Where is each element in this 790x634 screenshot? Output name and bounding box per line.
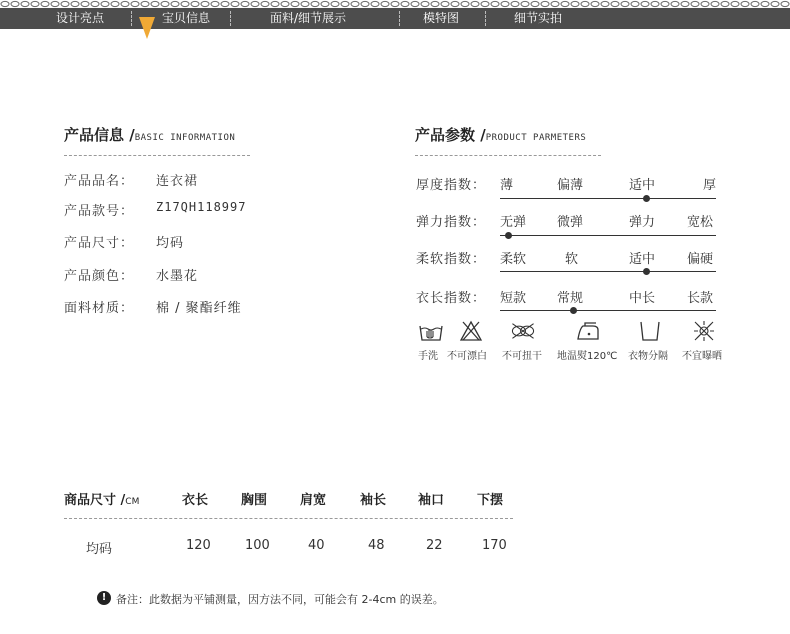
table-cell: 48: [368, 538, 385, 553]
size-col-header: 肩宽: [300, 493, 327, 508]
product-params-heading: 产品参数 /PRODUCT PARMETERS: [415, 126, 587, 144]
divider: [64, 518, 513, 519]
table-cell: 40: [308, 538, 325, 553]
size-col-header: 胸围: [241, 493, 268, 508]
param-option: 弹力: [629, 215, 656, 230]
param-option: 软: [565, 252, 579, 267]
param-scale-line: [500, 198, 716, 199]
divider: [64, 155, 250, 156]
nav-separator: [230, 11, 231, 26]
size-table-head-label: 商品尺寸 /CM: [64, 493, 140, 508]
care-label: 手洗: [418, 351, 438, 362]
no-sun-dry-icon: [691, 320, 717, 342]
no-wring-icon: [510, 320, 536, 342]
divider: [415, 155, 601, 156]
nav-tab-model-photos[interactable]: 模特图: [423, 11, 460, 25]
size-col-header: 下摆: [477, 493, 504, 508]
info-value-style-no: Z17QH118997: [156, 200, 247, 214]
info-value-size: 均码: [156, 236, 185, 251]
care-label: 衣物分隔: [628, 351, 668, 362]
param-selected-marker: [505, 232, 512, 239]
size-col-header: 袖口: [418, 493, 445, 508]
param-selected-marker: [643, 195, 650, 202]
param-selected-marker: [643, 268, 650, 275]
nav-decorative-border: [0, 0, 790, 8]
nav-separator: [399, 11, 400, 26]
product-params-subtitle: PRODUCT PARMETERS: [485, 133, 587, 143]
size-row-label: 均码: [86, 542, 113, 557]
nav-separator: [131, 11, 132, 26]
info-value-color: 水墨花: [156, 269, 199, 284]
param-label-length: 衣长指数：: [416, 291, 487, 306]
param-option: 厚: [703, 178, 717, 193]
table-cell: 100: [245, 538, 270, 553]
param-selected-marker: [570, 307, 577, 314]
care-label: 地温熨120℃: [557, 351, 618, 362]
info-label-color: 产品颜色：: [64, 269, 135, 284]
hand-wash-icon: [418, 320, 444, 342]
care-label: 不可扭干: [502, 351, 542, 362]
info-label-material: 面料材质：: [64, 301, 135, 316]
param-option: 柔软: [500, 252, 527, 267]
separate-wash-icon: [637, 320, 663, 342]
table-cell: 170: [482, 538, 507, 553]
product-info-heading: 产品信息 /BASIC INFORMATION: [64, 126, 236, 144]
table-cell: 120: [186, 538, 211, 553]
info-label-style-no: 产品款号：: [64, 204, 135, 219]
size-col-header: 袖长: [360, 493, 387, 508]
iron-low-icon: [575, 320, 601, 342]
care-label: 不可漂白: [447, 351, 487, 362]
param-option: 常规: [557, 291, 584, 306]
table-cell: 22: [426, 538, 443, 553]
nav-tab-product-info[interactable]: 宝贝信息: [162, 11, 211, 25]
nav-tab-design-highlights[interactable]: 设计亮点: [56, 11, 105, 25]
param-option: 长款: [687, 291, 714, 306]
size-col-header: 衣长: [182, 493, 209, 508]
info-value-name: 连衣裙: [156, 174, 199, 189]
nav-tab-fabric-details[interactable]: 面料/细节展示: [270, 11, 347, 25]
no-bleach-icon: [458, 320, 484, 342]
param-option: 微弹: [557, 215, 584, 230]
param-scale-line: [500, 271, 716, 272]
param-option: 宽松: [687, 215, 714, 230]
active-tab-pointer-icon: [139, 17, 155, 39]
param-option: 短款: [500, 291, 527, 306]
param-label-thickness: 厚度指数：: [416, 178, 487, 193]
param-option: 偏硬: [687, 252, 714, 267]
top-navigation-bar: [0, 8, 790, 29]
param-option: 无弹: [500, 215, 527, 230]
param-label-softness: 柔软指数：: [416, 252, 487, 267]
nav-separator: [485, 11, 486, 26]
measurement-note: 备注：此数据为平铺测量，因方法不同，可能会有 2-4cm 的误差。: [116, 593, 444, 606]
care-label: 不宜曝晒: [682, 351, 722, 362]
param-option: 薄: [500, 178, 514, 193]
product-info-subtitle: BASIC INFORMATION: [134, 133, 236, 143]
param-option: 适中: [629, 178, 656, 193]
info-label-size: 产品尺寸：: [64, 236, 135, 251]
info-value-material: 棉 / 聚酯纤维: [156, 301, 242, 316]
param-option: 适中: [629, 252, 656, 267]
warning-icon: !: [97, 591, 111, 605]
param-option: 偏薄: [557, 178, 584, 193]
param-option: 中长: [629, 291, 656, 306]
size-unit: CM: [125, 497, 140, 507]
nav-tab-detail-photos[interactable]: 细节实拍: [514, 11, 563, 25]
info-label-name: 产品品名：: [64, 174, 135, 189]
param-label-elasticity: 弹力指数：: [416, 215, 487, 230]
param-scale-line: [500, 310, 716, 311]
param-scale-line: [500, 235, 716, 236]
